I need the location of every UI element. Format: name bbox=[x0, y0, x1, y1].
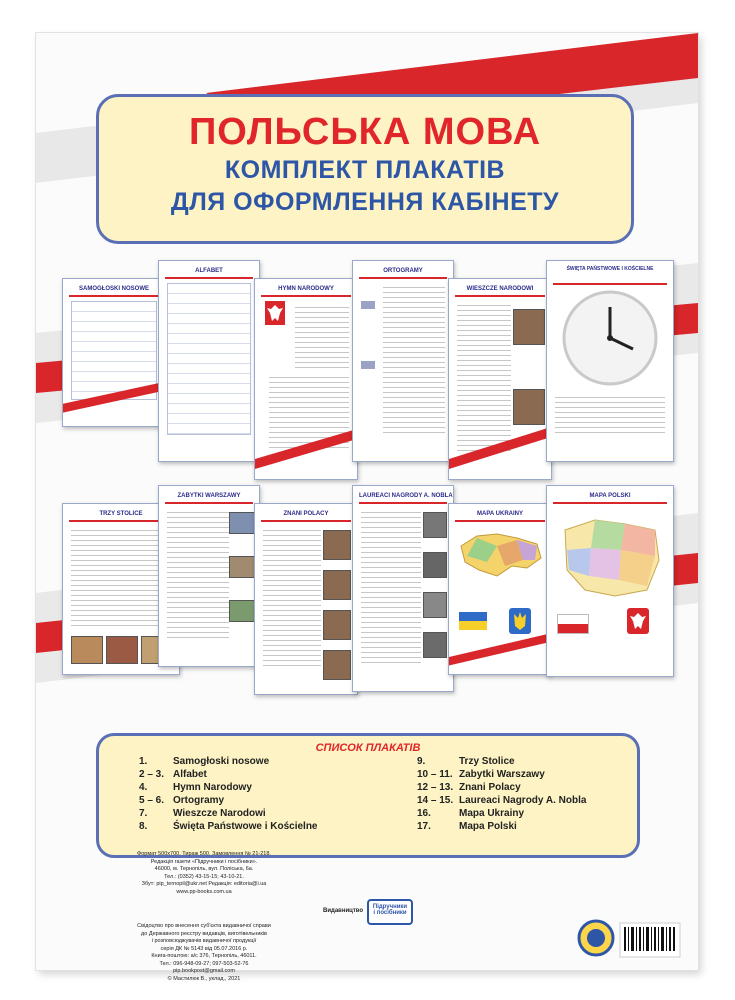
list-item: 10 – 11. Zabytki Warszawy bbox=[417, 769, 545, 780]
poster-thumbnail-zabytki bbox=[158, 485, 260, 667]
clock-icon bbox=[561, 289, 659, 387]
poster-text bbox=[383, 283, 445, 435]
polish-eagle-icon bbox=[265, 301, 285, 325]
poster-title: MAPA POLSKI bbox=[553, 490, 667, 504]
portrait-image bbox=[423, 632, 447, 658]
subtitle-line-2: ДЛЯ ОФОРМЛЕННЯ КАБІНЕТУ bbox=[170, 188, 560, 216]
list-item: 14 – 15. Laureaci Nagrody A. Nobla bbox=[417, 795, 587, 806]
poster-thumbnail-alfabet bbox=[158, 260, 260, 462]
portrait-image bbox=[513, 309, 545, 345]
ukraine-map-icon bbox=[457, 526, 543, 586]
portrait-image bbox=[323, 650, 351, 680]
poster-text bbox=[555, 393, 665, 435]
poster-title: ŚWIĘTA PAŃSTWOWE I KOŚCIELNE bbox=[553, 265, 667, 285]
list-item: 9. Trzy Stolice bbox=[417, 756, 515, 767]
poster-thumbnail-hymn bbox=[254, 278, 358, 480]
poster-text bbox=[167, 508, 229, 640]
list-item: 8. Święta Państwowe i Kościelne bbox=[139, 821, 318, 832]
poster-text bbox=[263, 526, 321, 668]
photo-image bbox=[229, 556, 255, 578]
poster-sheet bbox=[36, 33, 698, 982]
list-item: 7. Wieszcze Narodowi bbox=[139, 808, 266, 819]
portrait-image bbox=[423, 512, 447, 538]
list-item: 4. Hymn Narodowy bbox=[139, 782, 252, 793]
certificate-block: Свідоцтво про внесення суб'єкта видавничої справи до Державного реєстру видавців, виготівельників і розповсюджувачів видавничої продукції серія ДК № 5143 від 05.07.2016 р. Книга-поштою: а/с 376, Тернопіль, 46011. Тел.: 096-948-09-27; 097-503-52-76 pip.bookpost@gmail.com © Мастилюк В., уклад., 2021 bbox=[137, 923, 271, 982]
list-title: СПИСОК ПЛАКАТІВ bbox=[315, 742, 421, 754]
portrait-image bbox=[323, 530, 351, 560]
photo-image bbox=[106, 636, 138, 664]
poster-thumbnail-swieta bbox=[546, 260, 674, 462]
poster-table bbox=[167, 283, 251, 435]
poster-thumbnail-znani-polacy bbox=[254, 503, 358, 695]
poster-title: LAUREACI NAGRODY A. NOBLA bbox=[359, 490, 447, 504]
poster-thumbnail-ortogramy bbox=[352, 260, 454, 462]
page-title: ПОЛЬСЬКА МОВА bbox=[188, 111, 542, 153]
poster-text bbox=[361, 508, 421, 665]
poster-thumbnail-samogloski bbox=[62, 278, 166, 427]
poster-title: TRZY STOLICE bbox=[69, 508, 173, 522]
poster-title: HYMN NARODOWY bbox=[261, 283, 351, 297]
photo-image bbox=[229, 600, 255, 622]
poster-thumbnail-mapa-ukrainy bbox=[448, 503, 552, 675]
poster-thumbnail-mapa-polski bbox=[546, 485, 674, 677]
list-item: 1. Samogłoski nosowe bbox=[139, 756, 270, 767]
subtitle-line-1: КОМПЛЕКТ ПЛАКАТІВ bbox=[224, 156, 506, 184]
list-column-right bbox=[417, 756, 586, 834]
title-box bbox=[96, 94, 634, 244]
poland-flag-icon bbox=[557, 614, 589, 634]
poster-thumbnail-laureaci bbox=[352, 485, 454, 692]
photo-image bbox=[229, 512, 255, 534]
poster-text bbox=[71, 526, 171, 630]
polish-eagle-icon bbox=[627, 608, 649, 634]
list-column-left bbox=[139, 756, 318, 834]
poster-title: ZABYTKI WARSZAWY bbox=[165, 490, 253, 504]
poster-title: ZNANI POLACY bbox=[261, 508, 351, 522]
portrait-image bbox=[423, 592, 447, 618]
list-item: 5 – 6. Ortogramy bbox=[139, 795, 225, 806]
poster-thumbnail-wieszcze bbox=[448, 278, 552, 480]
photo-image bbox=[71, 636, 103, 664]
imprint-block: Формат 500x700. Тираж 500. Замовлення № 21-218. Редакція газети «Підручники і посібники». 46000, м. Тернопіль, вул. Поліська, 6а. Тел.: (0352) 43-15-15; 43-10-21. Збут: pip_ternopil@ukr.net Редакція: editoria@i.ua www.pp-books.com.ua bbox=[137, 851, 271, 895]
poster-title: ORTOGRAMY bbox=[359, 265, 447, 279]
portrait-image bbox=[323, 570, 351, 600]
list-item: 2 – 3. Alfabet bbox=[139, 769, 207, 780]
portrait-image bbox=[423, 552, 447, 578]
list-item: 16. Mapa Ukrainy bbox=[417, 808, 525, 819]
portrait-image bbox=[323, 610, 351, 640]
poland-map-icon bbox=[555, 510, 665, 600]
poster-title: ALFABET bbox=[165, 265, 253, 279]
poster-title: SAMOGŁOSKI NOSOWE bbox=[69, 283, 159, 297]
poster-list-box bbox=[96, 733, 640, 858]
poster-text bbox=[295, 303, 349, 369]
list-item: 17. Mapa Polski bbox=[417, 821, 517, 832]
seal-and-barcode bbox=[576, 893, 686, 963]
poster-title: MAPA UKRAINY bbox=[455, 508, 545, 522]
list-item: 12 – 13. Znani Polacy bbox=[417, 782, 521, 793]
poster-title: WIESZCZE NARODOWI bbox=[455, 283, 545, 297]
publisher-logo: Видавництво Підручники і посібники bbox=[323, 899, 413, 927]
